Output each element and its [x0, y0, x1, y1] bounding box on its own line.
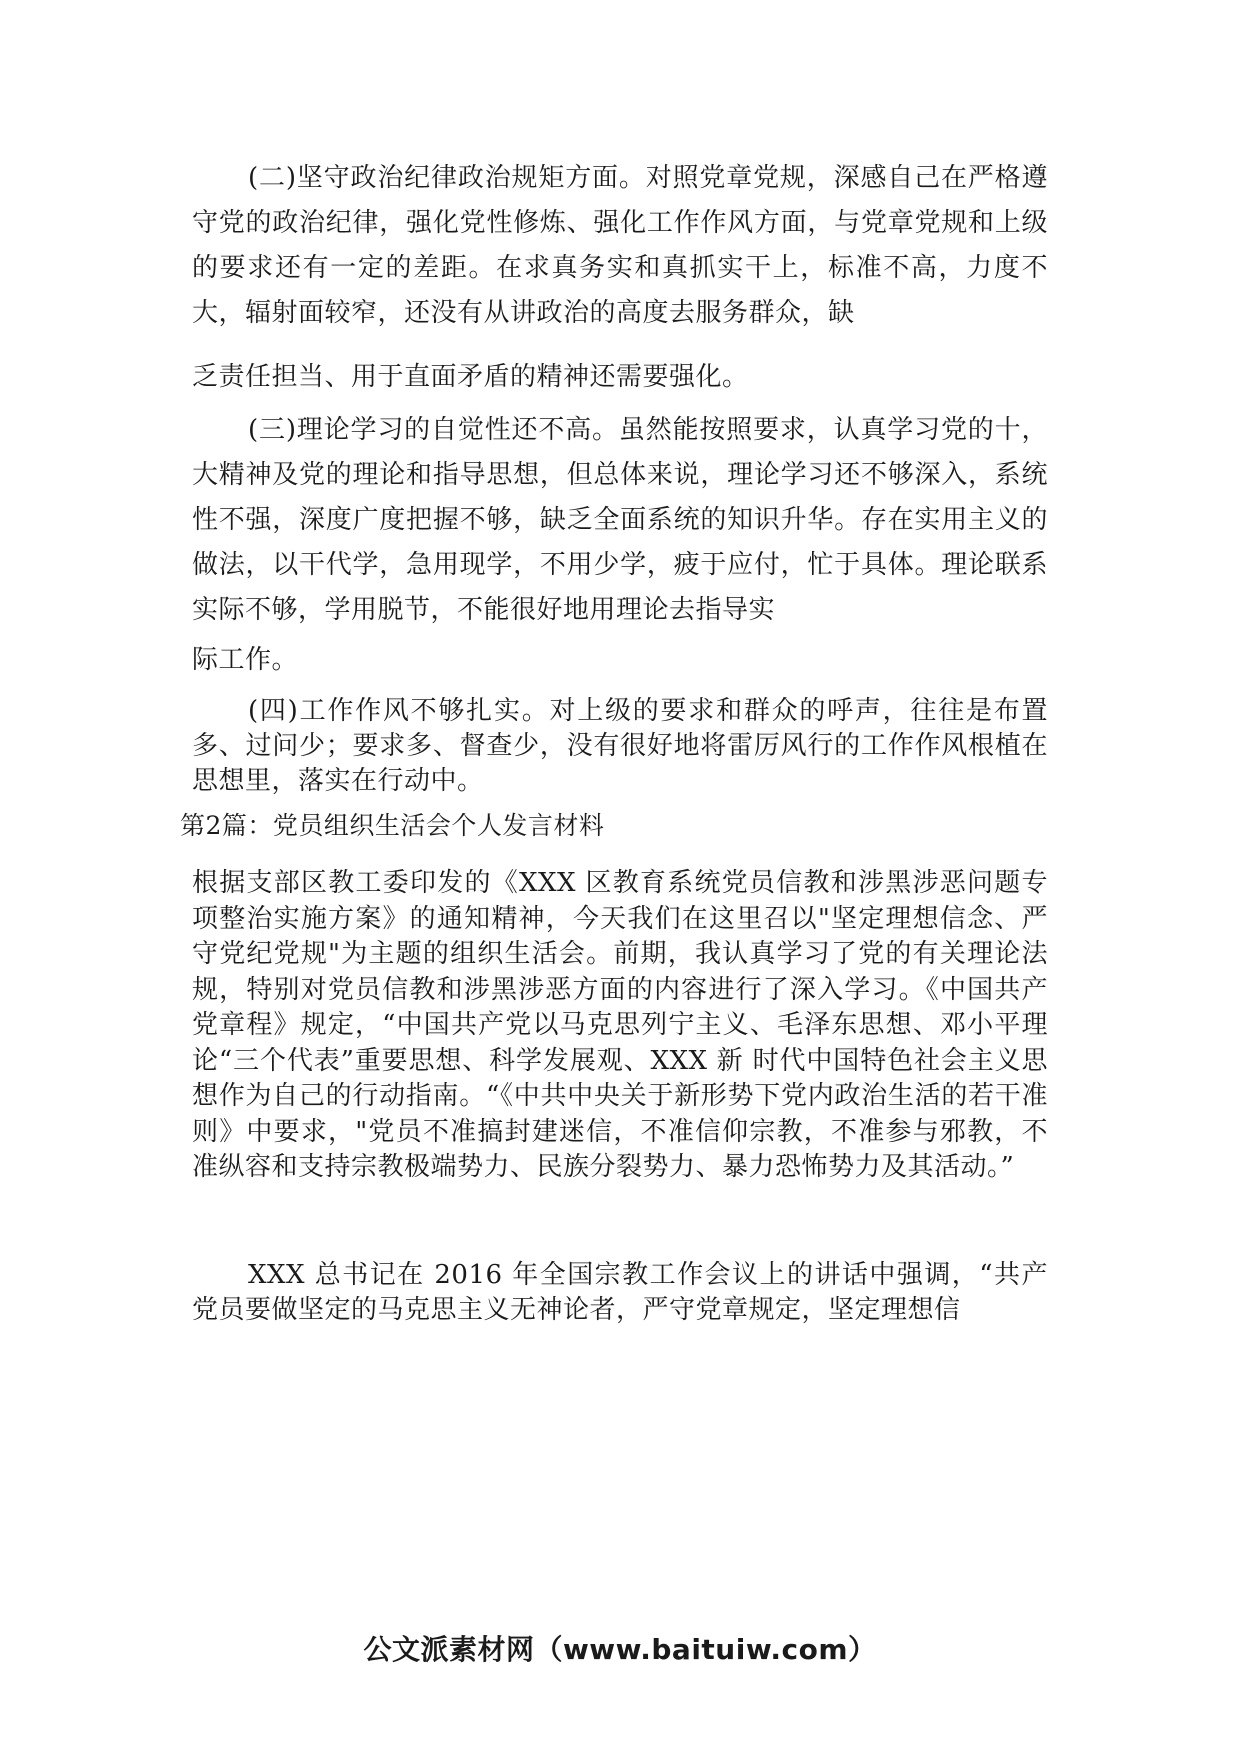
paragraph-religion-speech: XXX 总书记在 2016 年全国宗教工作会议上的讲话中强调，“共产党员要做坚定的马克思主义无神论者，严守党章规定，坚定理想信: [192, 1260, 1048, 1325]
paragraph-theory-study-continued: 际工作。: [192, 645, 299, 675]
paragraph-meeting-intro: 根据支部区教工委印发的《XXX 区教育系统党员信教和涉黑涉恶问题专项整治实施方案》的通知精神，今天我们在这里召以"坚定理想信念、严守党纪党规"为主题的组织生活会。前期，我认真学习了党的有关理论法规，特别对党员信教和涉黑涉恶方面的内容进行了深入学习。《中国共产党章程》规定，“中国共产党以马克思列宁主义、毛泽东思想、邓小平理论“三个代表”重要思想、科学发展观、XXX 新 时代中国特色社会主义思想作为自己的行动指南。“《中共中央关于新形势下党内政治生活的若干准则》中要求，"党员不准搞封建迷信，不准信仰宗教，不准参与邪教，不准纵容和支持宗教极端势力、民族分裂势力、暴力恐怖势力及其活动。”: [192, 868, 1048, 1182]
paragraph-work-style: (四)工作作风不够扎实。对上级的要求和群众的呼声，往往是布置多、过问少；要求多、督查少，没有很好地将雷厉风行的工作作风根植在思想里，落实在行动中。: [192, 696, 1048, 796]
paragraph-political-discipline-continued: 乏责任担当、用于直面矛盾的精神还需要强化。: [192, 362, 749, 392]
footer-watermark: 公文派素材网（www.baituiw.com）: [363, 1633, 877, 1666]
paragraph-theory-study: (三)理论学习的自觉性还不高。虽然能按照要求，认真学习党的十，大精神及党的理论和指导思想，但总体来说，理论学习还不够深入，系统性不强，深度广度把握不够，缺乏全面系统的知识升华。存在实用主义的做法，以干代学，急用现学，不用少学，疲于应付，忙于具体。理论联系实际不够，学用脱节，不能很好地用理论去指导实: [192, 415, 1048, 625]
paragraph-political-discipline: (二)坚守政治纪律政治规矩方面。对照党章党规，深感自己在严格遵守党的政治纪律，强化党性修炼、强化工作作风方面，与党章党规和上级的要求还有一定的差距。在求真务实和真抓实干上，标准不高，力度不大，辐射面较窄，还没有从讲政治的高度去服务群众，缺: [192, 163, 1048, 328]
section-heading: 第2篇：党员组织生活会个人发言材料: [180, 811, 605, 840]
